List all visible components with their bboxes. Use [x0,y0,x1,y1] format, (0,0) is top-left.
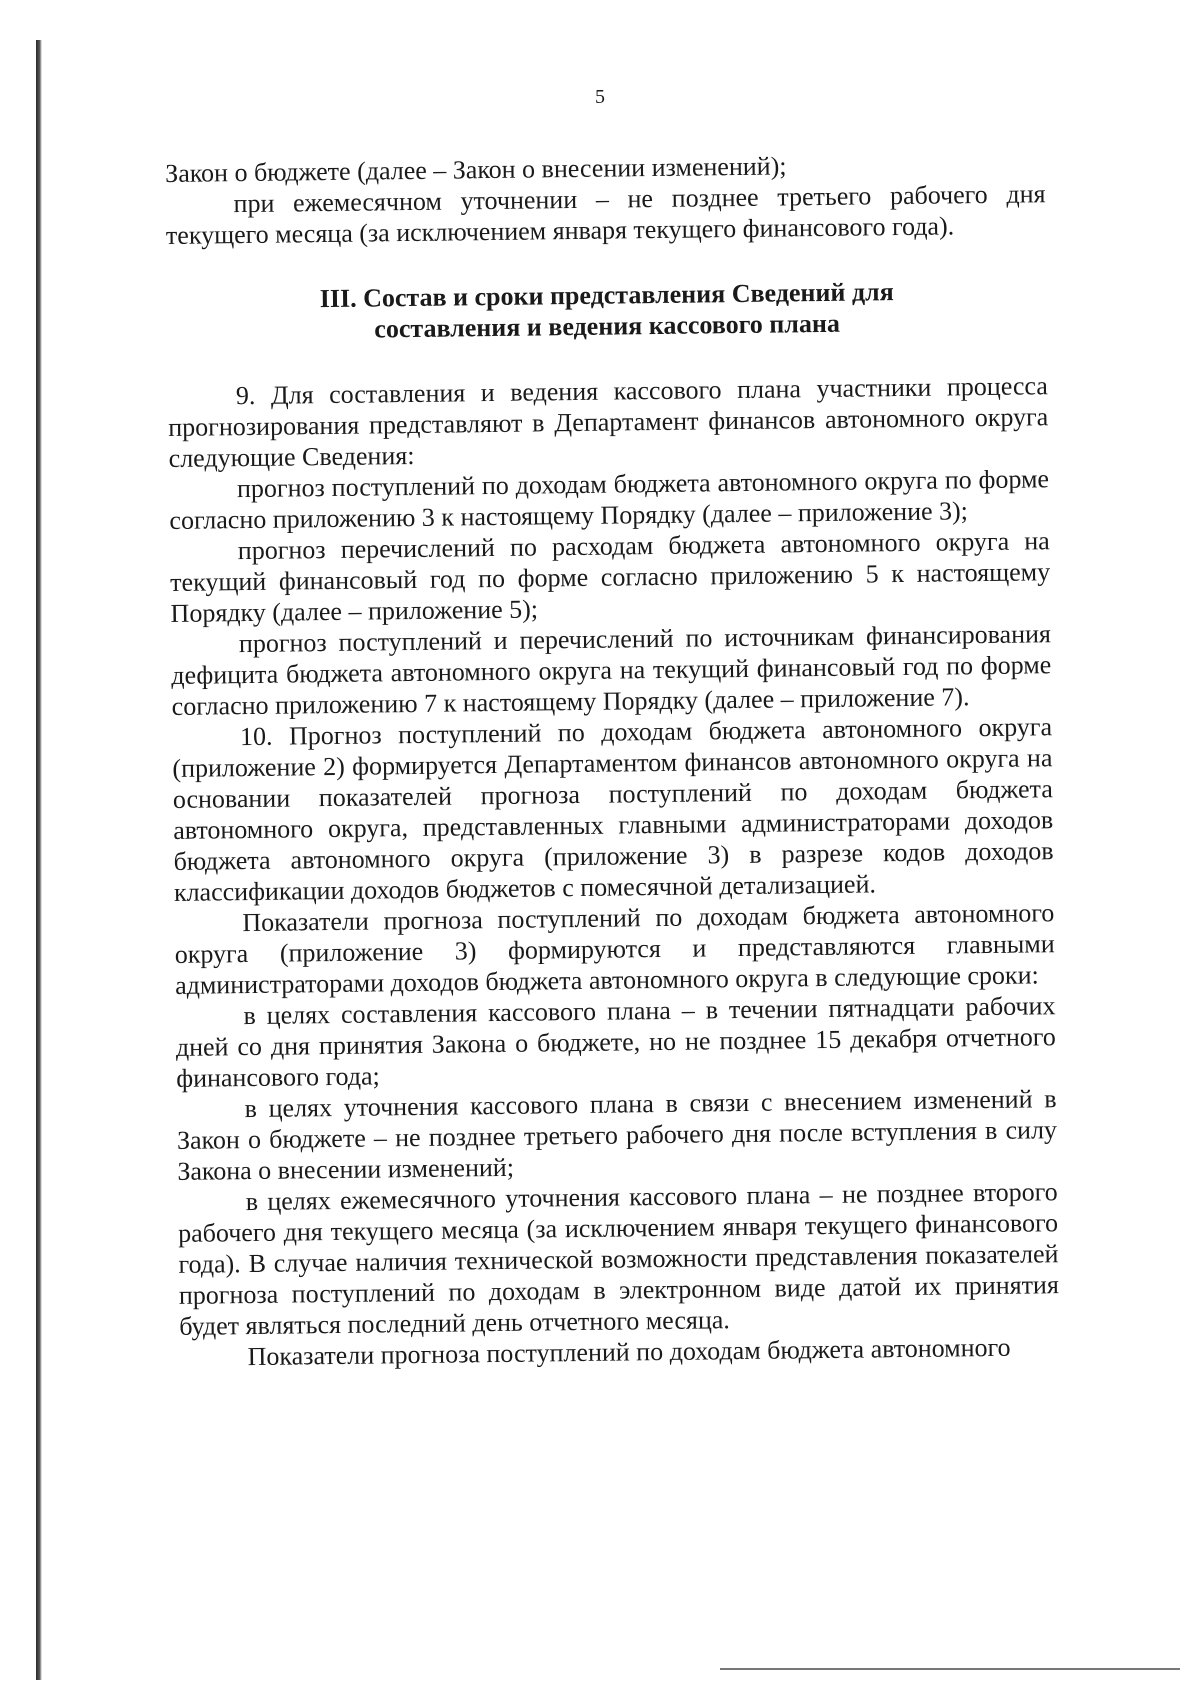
paragraph-monthly-update: при ежемесячном уточнении – не позднее третьего рабочего дня текущего месяца (за исключением января текущего финансового года). [165,179,1046,250]
paragraph-term-monthly: в целях ежемесячного уточнения кассового плана – не позднее второго рабочего дня текущего месяца (за исключением января текущего финансового года). В случае наличия технической возможности представления показателей прогноза поступлений по доходам в электронном виде датой их принятия будет являться последний день отчетного месяца. [177,1177,1060,1341]
section-heading [167,274,1048,347]
paragraph-item-9: 9. Для составления и ведения кассового плана участники процесса прогнозирования представляют в Департамент финансов автономного округа следующие Сведения: [168,371,1049,473]
paragraph-indicators-terms: Показатели прогноза поступлений по доходам бюджета автономного округа (приложение 3) формируются и представляются главными администраторами доходов бюджета автономного округа в следующие сроки: [174,898,1055,1000]
paragraph-item-10: 10. Прогноз поступлений по доходам бюджета автономного округа (приложение 2) формируется Департаментом финансов автономного округа на основании показателей прогноза поступлений по доходам бюджета автономного округа, представленных главными администраторами доходов бюджета автономного округа (приложение 3) в разрезе кодов доходов классификации доходов бюджетов с помесячной детализацией. [172,712,1054,907]
document-body [165,147,1060,1373]
section-heading-line-2: составления и ведения кассового плана [374,308,841,344]
scan-left-edge-shadow [36,40,42,1680]
paragraph-term-compilation: в целях составления кассового плана – в течении пятнадцати рабочих дней со дня принятия Закона о бюджете, но не позднее 15 декабря отчетного финансового года; [175,991,1056,1093]
page-number: 5 [595,86,605,108]
paragraph-forecast-income: прогноз поступлений по доходам бюджета автономного округа по форме согласно приложению 3 к настоящему Порядку (далее – приложение 3); [169,464,1050,535]
paragraph-term-law-changes: в целях уточнения кассового плана в связи с внесением изменений в Закон о бюджете – не позднее третьего рабочего дня после вступления в силу Закона о внесении изменений; [176,1084,1058,1186]
paragraph-indicators-continued: Показатели прогноза поступлений по доходам бюджета автономного [247,1332,1011,1372]
section-heading-line-1: III. Состав и сроки представления Сведений для [319,277,894,314]
paragraph-forecast-expenses: прогноз перечислений по расходам бюджета автономного округа на текущий финансовый год по форме согласно приложению 5 к настоящему Порядку (далее – приложение 5); [170,526,1051,628]
scan-bottom-edge-line [720,1668,1180,1670]
paragraph-forecast-sources: прогноз поступлений и перечислений по источникам финансирования дефицита бюджета автономного округа на текущий финансовый год по форме согласно приложению 7 к настоящему Порядку (далее – приложение 7). [171,619,1052,721]
paragraph-law-continuation: Закон о бюджете (далее – Закон о внесении изменений); [165,151,787,188]
